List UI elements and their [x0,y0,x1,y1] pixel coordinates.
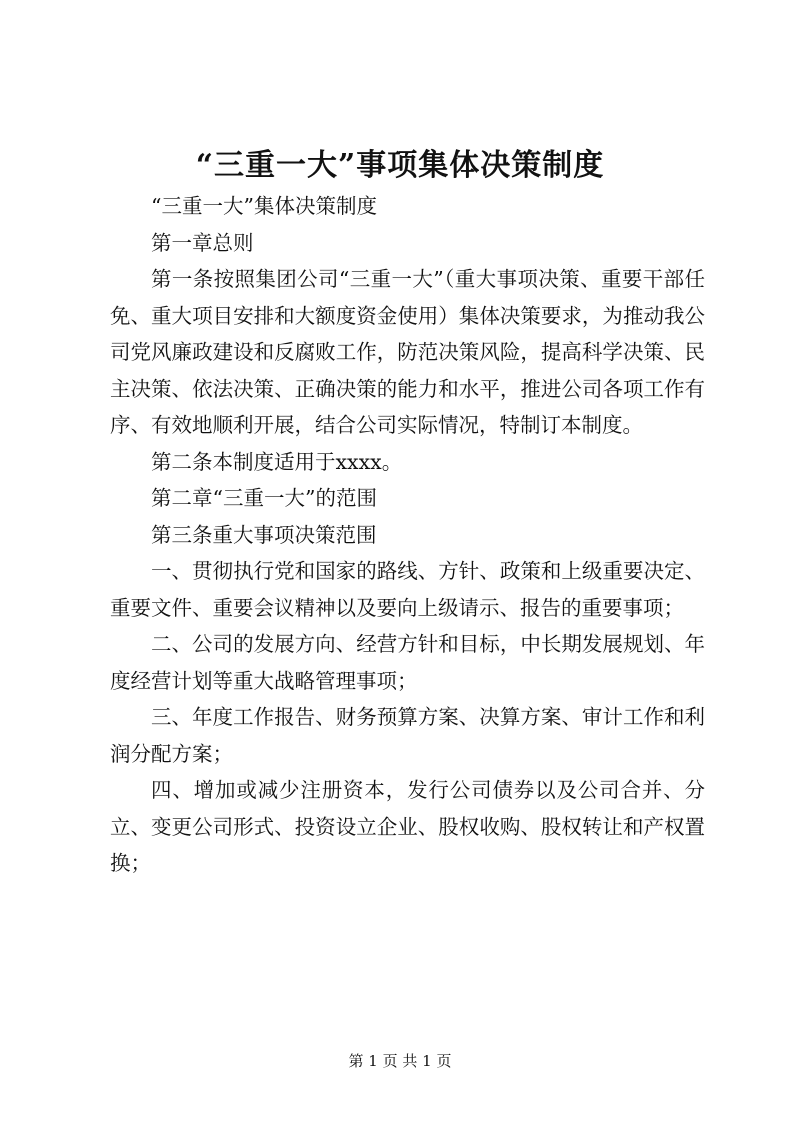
list-item: 二、公司的发展方向、经营方针和目标，中长期发展规划、年度经营计划等重大战略管理事项； [110,632,705,693]
paragraph: 第二条本制度适用于xxxx。 [151,449,403,474]
list-item: 一、贯彻执行党和国家的路线、方针、政策和上级重要决定、重要文件、重要会议精神以及要向上级请示、报告的重要事项； [110,559,705,620]
document-body [110,188,705,882]
paragraph: “三重一大”集体决策制度 [151,194,377,218]
list-item: 三、年度工作报告、财务预算方案、决算方案、审计工作和利润分配方案； [110,705,705,766]
document-title: “三重一大”事项集体决策制度 [195,148,605,183]
chapter-heading: 第一章总则 [151,230,254,255]
page-number-footer: 第 1 页 共 1 页 [348,1052,452,1070]
paragraph: 第一条按照集团公司“三重一大”（重大事项决策、重要干部任免、重大项目安排和大额度资金使用）集体决策要求，为推动我公司党风廉政建设和反腐败工作，防范决策风险，提高科学决策、民主决策、依法决策、正确决策的能力和水平，推进公司各项工作有序、有效地顺利开展，结合公司实际情况，特制订本制度。 [110,267,705,437]
paragraph: 第三条重大事项决策范围 [151,522,377,547]
list-item: 四、增加或减少注册资本，发行公司债券以及公司合并、分立、变更公司形式、投资设立企业、股权收购、股权转让和产权置换； [110,778,705,875]
chapter-heading: 第二章“三重一大”的范围 [151,486,377,510]
